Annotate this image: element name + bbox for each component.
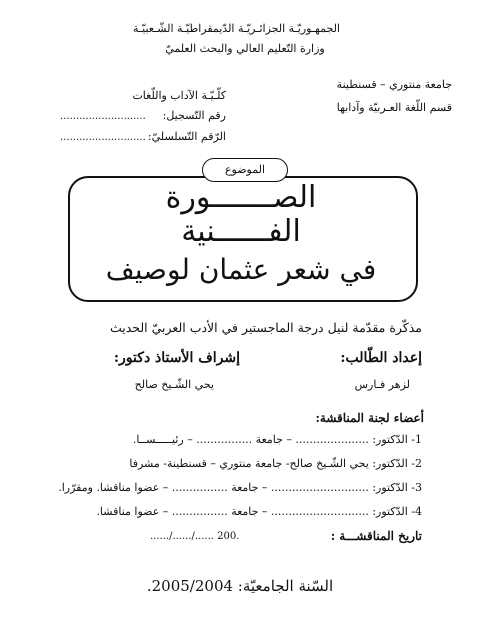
- serial-dots: ...........................: [60, 132, 146, 143]
- student-name: لزهر فـارس: [354, 378, 410, 391]
- serial-label: الرّقم التّسلسليّ:: [147, 130, 226, 143]
- academic-year: السّنة الجامعيّة: 2005/2004.: [146, 577, 334, 595]
- committee-member-3-text: 3- الدّكتور: ............................ – جامعة ................ – عضوا مناقشا.: [96, 481, 422, 494]
- faculty-name: كلّـيّـة الآداب واللّغات: [132, 89, 226, 102]
- committee-member-3-suffix: ومقرّرا.: [58, 481, 93, 494]
- university-name: جامعة منتوري – قسنطينة: [336, 78, 452, 91]
- student-label: إعداد الطّالب:: [340, 350, 422, 366]
- committee-member-2: 2- الدّكتور: يحي الشّـيخ صالح- جامعة منتوري – قسنطينة- مشرفا: [129, 457, 422, 470]
- republic-heading: الجمهـوريّـة الجزائـريّـة الدّيمقراطيّـة الشّـعبيّـة: [133, 22, 340, 35]
- discussion-date-label: تاريخ المناقشـــة :: [330, 529, 422, 543]
- registration-row: [60, 109, 226, 125]
- department-name: قسم اللّغة العـربيّة وآدابها: [336, 101, 452, 114]
- topic-tag: الموضوع: [202, 158, 288, 182]
- supervisor-label: إشراف الأستاذ دكتور:: [113, 350, 240, 366]
- committee-heading: أعضاء لجنة المناقشة:: [315, 411, 424, 425]
- ministry-heading: وزارة التّعليم العالي والبحث العلميّ: [165, 42, 325, 55]
- committee-member-3: [52, 481, 422, 494]
- registration-dots: ...........................: [60, 111, 146, 122]
- discussion-date-value: ....../....../...... 200.: [150, 531, 240, 542]
- committee-member-1: 1- الدّكتور: ..................... – جامعة ................ – رئيـــــســا.: [132, 433, 422, 446]
- topic-title-line1: الصـــــــورة: [165, 180, 317, 215]
- serial-row: [60, 130, 226, 146]
- supervisor-name: يحي الشّـيخ صالح: [134, 378, 214, 391]
- topic-title-line2: الفــــــنية: [181, 214, 301, 249]
- registration-label: رقم التّسجيل:: [162, 109, 226, 122]
- memo-statement: مذكّرة مقدّمة لنيل درجة الماجستير في الأدب العربيّ الحديث: [109, 320, 422, 335]
- committee-member-4: 4- الدّكتور: ............................ – جامعة ................ – عضوا مناقشا.: [96, 505, 422, 518]
- topic-title-line3: في شعر عثمان لوصيف: [105, 253, 377, 286]
